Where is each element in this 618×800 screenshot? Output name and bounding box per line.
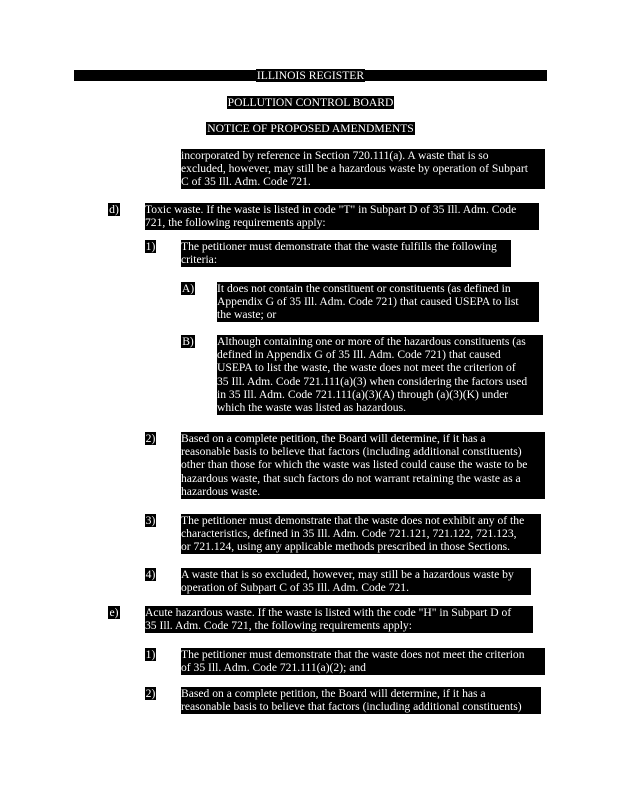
register-title: ILLINOIS REGISTER <box>256 69 365 82</box>
paragraph-d1: The petitioner must demonstrate that the waste fulfills the following criteria: <box>181 240 511 267</box>
label-d2: 2) <box>145 432 156 445</box>
label-d4: 4) <box>145 568 156 581</box>
label-d1: 1) <box>145 240 156 253</box>
notice-title: NOTICE OF PROPOSED AMENDMENTS <box>207 122 414 135</box>
label-d1a: A) <box>181 282 195 295</box>
paragraph-d: Toxic waste. If the waste is listed in code "T" in Subpart D of 35 Ill. Adm. Code 721, the following requirements apply: <box>145 203 539 230</box>
label-d1b: B) <box>182 335 194 348</box>
paragraph-d1a: It does not contain the constituent or constituents (as defined in Appendix G of 35 Ill. Adm. Code 721) that caused USEPA to list the waste; or <box>217 282 539 322</box>
paragraph-d2: Based on a complete petition, the Board will determine, if it has a reasonable basis to believe that factors (including additional constituents) other than those for which the waste was listed could cause the waste to be hazardous waste, that such factors do not warrant retaining the waste as a hazardous waste. <box>181 432 545 499</box>
label-d: d) <box>109 203 119 216</box>
paragraph-e1: The petitioner must demonstrate that the waste does not meet the criterion of 35 Ill. Adm. Code 721.111(a)(2); and <box>181 648 545 675</box>
board-title: POLLUTION CONTROL BOARD <box>227 96 394 109</box>
label-e: e) <box>109 606 119 619</box>
label-e1: 1) <box>145 648 156 661</box>
label-d3: 3) <box>145 514 156 527</box>
paragraph-e: Acute hazardous waste. If the waste is listed with the code "H" in Subpart D of 35 Ill. Adm. Code 721, the following requirements apply: <box>145 606 533 633</box>
intro-paragraph: incorporated by reference in Section 720.111(a). A waste that is so excluded, however, may still be a hazardous waste by operation of Subpart C of 35 Ill. Adm. Code 721. <box>181 149 545 189</box>
paragraph-d3: The petitioner must demonstrate that the waste does not exhibit any of the characteristics, defined in 35 Ill. Adm. Code 721.121, 721.122, 721.123, or 721.124, using any applicable methods prescribed in those Sections. <box>181 514 541 554</box>
paragraph-d1b: Although containing one or more of the hazardous constituents (as defined in Appendix G of 35 Ill. Adm. Code 721) that caused USEPA to list the waste, the waste does not meet the criterion of 35 Ill. Adm. Code 721.111(a)(3) when considering the factors used in 35 Ill. Adm. Code 721.111(a)(3)(A) through (a)(3)(K) under which the waste was listed as hazardous. <box>217 335 543 415</box>
label-e2: 2) <box>145 687 156 700</box>
paragraph-d4: A waste that is so excluded, however, may still be a hazardous waste by operation of Subpart C of 35 Ill. Adm. Code 721. <box>181 568 531 595</box>
paragraph-e2: Based on a complete petition, the Board will determine, if it has a reasonable basis to believe that factors (including additional constituents) <box>181 687 541 714</box>
